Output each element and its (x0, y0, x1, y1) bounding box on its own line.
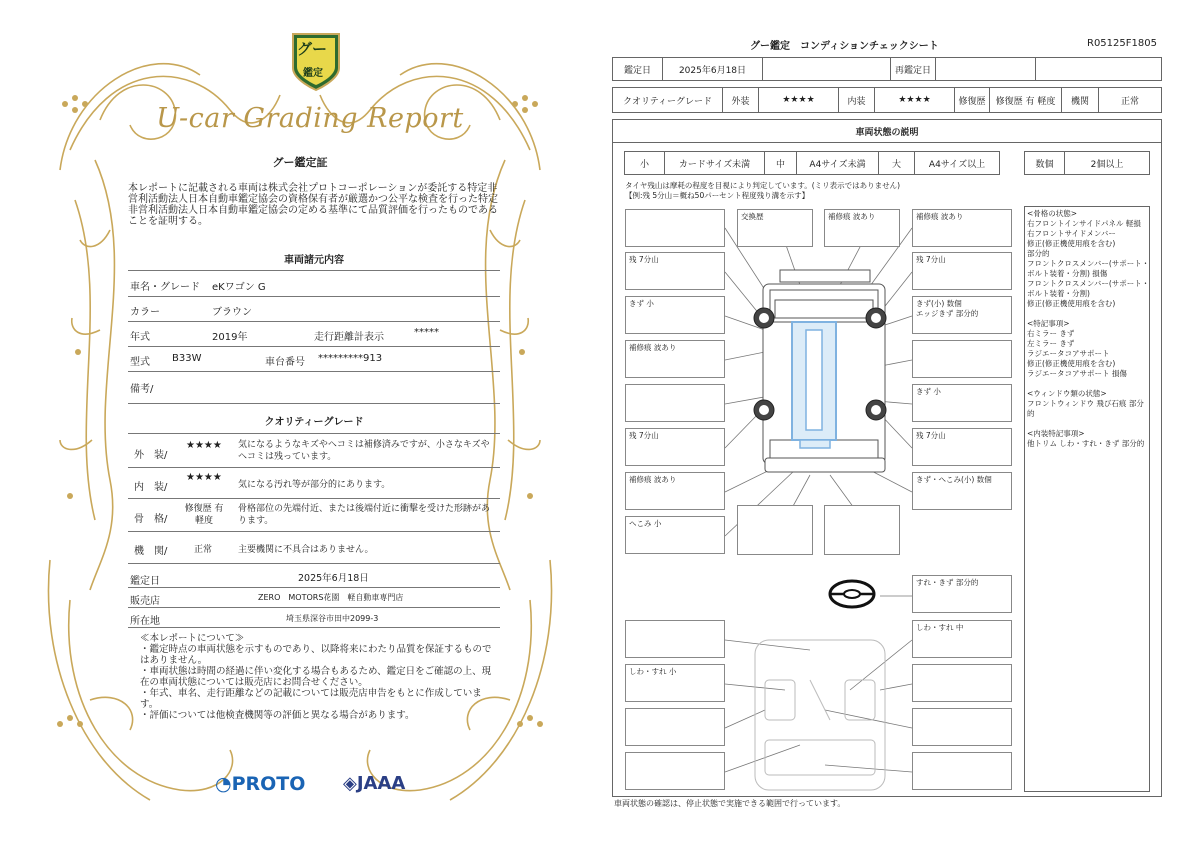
redate-value (936, 58, 1036, 80)
proto-logo: ◔PROTO (215, 773, 306, 795)
report-notes (140, 633, 495, 721)
label-box (912, 664, 1012, 702)
footer-note: 車両状態の確認は、停止状態で実施できる範囲で行っています。 (614, 799, 846, 808)
blank-cell (763, 58, 891, 80)
info-row-date (128, 566, 500, 588)
grade-desc: 主要機関に不具合はありません。 (238, 545, 374, 555)
label-box-repair: 補修痕 波あり (625, 472, 725, 510)
size-small-desc: カードサイズ未満 (665, 152, 765, 174)
name-label: 車名・グレード (130, 282, 200, 293)
label-box-scratch: きず 小 (912, 384, 1012, 422)
size-large-desc: A4サイズ以上 (928, 159, 986, 170)
label-box-repair: 補修痕 波あり (625, 340, 725, 378)
grade-label: 機 関/ (134, 546, 168, 557)
grade-row-exterior (128, 435, 500, 468)
certificate-title: グー鑑定証 (272, 156, 328, 169)
label-box-tire: 残 7分山 (625, 428, 725, 466)
remark-line: 右フロントインサイドパネル 軽損 (1027, 219, 1141, 228)
quality-grade-label: クオリティーグレード (613, 88, 723, 112)
grade-heading: クオリティーグレード (264, 417, 364, 428)
grade-value: 正常 (194, 545, 213, 555)
sheet-title: グー鑑定 コンディションチェックシート (750, 41, 939, 52)
certificate-statement: 本レポートに記載される車両は株式会社プロトコーポレーションが委託する特定非営利活動法人日本自動車鑑定協会の資格保有者が厳選かつ公平な検査を行った特定非営利活動法人日本自動車鑑定協会の定める基準にて品質評価を行ったものであることを証明する。 (128, 183, 498, 227)
remark-line: <特記事項> (1027, 319, 1070, 328)
badge-bottom-text: 鑑定 (303, 68, 323, 79)
model-label: 型式 (130, 357, 150, 368)
remark-line: 左ミラー きず (1027, 339, 1075, 348)
count-legend (1024, 151, 1150, 175)
logo-area (215, 770, 415, 800)
label-box-interior: しわ・すれ 中 (912, 620, 1012, 658)
label-box (824, 505, 900, 555)
remark-line: フロントクロスメンバー(サポート・ボルト装着・分割) 損傷 (1027, 259, 1150, 278)
label-box (912, 752, 1012, 790)
color-value: ブラウン (212, 307, 252, 318)
spec-row-name (128, 272, 500, 297)
remarks-list (1027, 209, 1151, 449)
remarks-label: 備考/ (130, 384, 154, 395)
date-label: 鑑定日 (130, 576, 160, 587)
vehicle-diagram (612, 200, 1022, 800)
label-box-dent: へこみ 小 (625, 516, 725, 554)
spec-heading: 車両諸元内容 (284, 255, 344, 266)
label-box (625, 384, 725, 422)
chassis-label: 車台番号 (265, 357, 305, 368)
divider (128, 270, 500, 271)
remark-line: <内装特記事項> (1027, 429, 1085, 438)
engine-value: 正常 (1120, 96, 1139, 107)
label-box-tire: 残 7分山 (912, 252, 1012, 290)
label-box (625, 620, 725, 658)
grade-label: 内 装/ (134, 482, 168, 493)
date-value: 2025年6月18日 (663, 58, 763, 80)
goo-kantei-badge (289, 30, 343, 92)
jaaa-logo: ◈JAAA (343, 773, 406, 794)
grade-row-engine (128, 532, 500, 564)
label-box-tire: 残 7分山 (625, 252, 725, 290)
spec-row-model (128, 347, 500, 372)
label-box (912, 340, 1012, 378)
year-label: 年式 (130, 332, 150, 343)
ext-label: 外装 (723, 88, 759, 112)
grade-label: 骨 格/ (134, 514, 168, 525)
notes-title: ≪本レポートについて≫ (140, 633, 245, 644)
grade-value: 修復歴 有 軽度 (184, 504, 224, 526)
remark-line (1027, 419, 1151, 429)
int-value: ★★★★ (875, 88, 955, 112)
label-box-interior: しわ・すれ 小 (625, 664, 725, 702)
date-label: 鑑定日 (613, 58, 663, 80)
color-label: カラー (130, 307, 160, 318)
remark-line: 修正(修正機使用痕を含む) (1027, 299, 1116, 308)
ext-value: ★★★★ (759, 88, 839, 112)
grade-desc: 気になるようなキズやヘコミは補修済みですが、小さなキズやヘコミは残っています。 (238, 440, 490, 462)
int-label: 内装 (839, 88, 875, 112)
label-box-exchange: 交換歴 (737, 209, 813, 247)
date-row (612, 57, 1162, 81)
grade-desc: 骨格部位の先端付近、または後端付近に衝撃を受けた形跡があります。 (238, 504, 491, 526)
label-box-tire: 残 7分山 (912, 428, 1012, 466)
address-value: 埼玉県深谷市田中2099-3 (286, 614, 379, 623)
model-value: B33W (172, 353, 202, 364)
remark-line: フロントウィンドウ 飛び石痕 部分的 (1027, 399, 1144, 418)
remark-line: <ウィンドウ類の状態> (1027, 389, 1107, 398)
engine-label: 機関 (1062, 88, 1099, 112)
remark-line: 部分的 (1027, 249, 1050, 258)
size-large: 大 (879, 152, 915, 174)
mileage-value: ***** (414, 327, 439, 338)
size-count-desc: 2個以上 (1090, 159, 1124, 170)
spec-row-color (128, 297, 500, 322)
label-box-scratch: きず(小) 数個 エッジきず 部分的 (912, 296, 1012, 334)
mileage-label: 走行距離計表示 (314, 332, 384, 343)
size-medium: 中 (765, 152, 797, 174)
label-box (625, 752, 725, 790)
spec-row-remarks (128, 372, 500, 404)
size-medium-desc: A4サイズ未満 (797, 152, 879, 174)
remark-line (1027, 309, 1151, 319)
grade-label: 外 装/ (134, 450, 168, 461)
remark-line: ラジエータコアサポート 損傷 (1027, 369, 1127, 378)
report-script-title: U-car Grading Report (156, 103, 464, 134)
grade-desc: 気になる汚れ等が部分的にあります。 (238, 480, 391, 490)
size-count: 数個 (1025, 152, 1065, 174)
label-box (625, 708, 725, 746)
grade-row (612, 87, 1162, 113)
condition-heading: 車両状態の説明 (612, 119, 1162, 143)
info-row-address (128, 608, 500, 628)
label-box-repair: 補修痕 波あり (824, 209, 900, 247)
remark-line: 他トリム しわ・すれ・きず 部分的 (1027, 439, 1145, 448)
remark-line: 修正(修正機使用痕を含む) (1027, 359, 1116, 368)
name-value: eKワゴン G (212, 282, 266, 293)
remark-line: ラジエータコアサポート (1027, 349, 1110, 358)
remark-line: 右ミラー きず (1027, 329, 1075, 338)
spec-row-year (128, 322, 500, 347)
remark-line (1027, 379, 1151, 389)
shop-value: ZERO MOTORS花園 軽自動車専門店 (258, 593, 404, 602)
grade-value: ★★★★ (186, 472, 222, 483)
badge-top-text: グー (297, 40, 328, 58)
note-item: ・車両状態は時間の経過に伴い変化する場合もあるため、鑑定日をご確認の上、現在の車両状態については販売店にお問合せください。 (140, 666, 492, 688)
shop-label: 販売店 (130, 596, 160, 607)
date-value: 2025年6月18日 (298, 573, 369, 584)
label-box (625, 209, 725, 247)
remark-line: フロントクロスメンバー(サポート・ボルト装着・分割) (1027, 279, 1150, 298)
remark-line: <骨格の状態> (1027, 209, 1078, 218)
sheet-id: R05125F1805 (1087, 38, 1157, 49)
repair-label: 修復歴 (955, 88, 990, 112)
blank-cell (1036, 58, 1161, 80)
info-row-shop (128, 588, 500, 608)
tire-note-example: 【例:残 5分山＝概ね50パーセント程度残り溝を示す】 (625, 191, 810, 200)
tire-note: タイヤ残山は摩耗の程度を目視により判定しています。(ミリ表示ではありません) (625, 181, 901, 190)
remark-line: 修正(修正機使用痕を含む) (1027, 239, 1116, 248)
remark-line: 右フロントサイドメンバー (1027, 229, 1116, 238)
label-box-repair: 補修痕 波あり (912, 209, 1012, 247)
redate-label: 再鑑定日 (891, 58, 936, 80)
size-legend (624, 151, 1000, 175)
divider (128, 433, 500, 434)
note-item: ・評価については他検査機関等の評価と異なる場合があります。 (140, 710, 415, 721)
size-small: 小 (625, 152, 665, 174)
repair-value: 修復歴 有 軽度 (990, 88, 1062, 112)
grade-row-interior (128, 468, 500, 499)
label-box-steering: すれ・きず 部分的 (912, 575, 1012, 613)
year-value: 2019年 (212, 332, 248, 343)
address-label: 所在地 (130, 616, 160, 627)
note-item: ・鑑定時点の車両状態を示すものであり、以降将来にわたり品質を保証するものではありません。 (140, 644, 492, 666)
grade-value: ★★★★ (186, 440, 222, 451)
grade-row-frame (128, 499, 500, 532)
label-box-dent: きず・へこみ(小) 数個 (912, 472, 1012, 510)
label-box-scratch: きず 小 (625, 296, 725, 334)
note-item: ・年式、車名、走行距離などの記載については販売店申告をもとに作成しています。 (140, 688, 482, 710)
label-box (737, 505, 813, 555)
chassis-value: *********913 (318, 353, 383, 364)
label-box (912, 708, 1012, 746)
